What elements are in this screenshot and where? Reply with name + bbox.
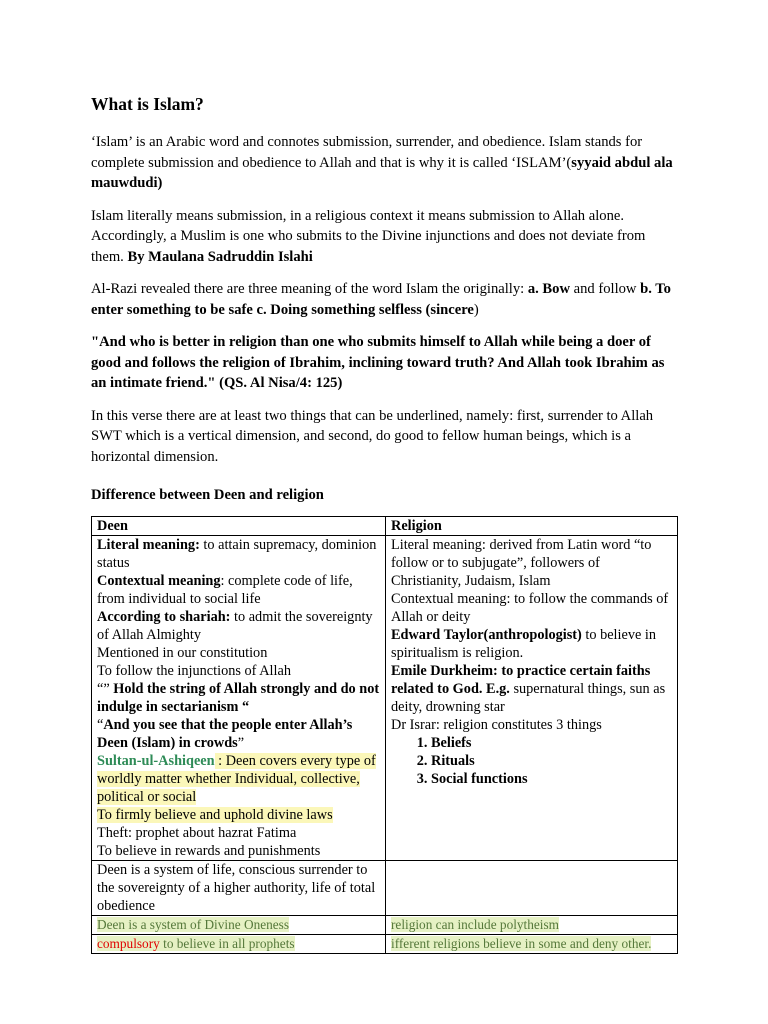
deen-literal-meaning: Literal meaning: to attain supremacy, dominion status: [97, 537, 377, 571]
paragraph-literal-meaning: Islam literally means submission, in a religious context it means submission to Allah alone. Accordingly, a Muslim is one who submits to the Divine injunctions and does not deviate from them. By Maulana Sadruddin Islahi: [91, 207, 646, 265]
religion-edward-taylor: Edward Taylor(anthropologist) to believe in spiritualism is religion.: [391, 627, 657, 661]
religion-dr-israr: Dr Israr: religion constitutes 3 things: [391, 717, 602, 733]
paragraph-al-razi: Al-Razi revealed there are three meaning of the word Islam the originally: a. Bow and follow b. To enter something to be safe c. Doing something selfless (sincere): [91, 281, 671, 318]
deen-injunctions: To follow the injunctions of Allah: [97, 663, 291, 679]
deen-shariah-meaning: According to shariah: to admit the sovereignty of Allah Almighty: [97, 609, 373, 643]
deen-rewards: To believe in rewards and punishments: [97, 843, 321, 859]
deen-definitions-cell: [92, 536, 386, 861]
table-row-definitions: [92, 536, 678, 861]
deen-theft: Theft: prophet about hazrat Fatima: [97, 825, 297, 841]
document-content: [91, 92, 681, 954]
paragraph-islam-definition: ‘Islam’ is an Arabic word and connotes submission, surrender, and obedience. Islam stands for complete submission and obedience to Allah and that is why it is called ‘ISLAM’(syyaid abdul ala mauwdudi): [91, 134, 673, 191]
header-religion: Religion: [386, 517, 678, 536]
religion-empty-cell: [386, 861, 678, 916]
deen-quote-crowds: “And you see that the people enter Allah’s Deen (Islam) in crowds”: [97, 717, 353, 751]
table-row-system-of-life: [92, 861, 678, 916]
deen-religion-table: [91, 516, 678, 954]
religion-some-prophets: ifferent religions believe in some and deny other.: [386, 935, 678, 954]
paragraph-quran-verse: "And who is better in religion than one who submits himself to Allah while being a doer of good and follows the religion of Ibrahim, inclining toward truth? And Allah took Ibrahim as an intimate friend." (QS. Al Nisa/4: 125): [91, 334, 665, 391]
table-row-oneness: [92, 916, 678, 935]
table-caption: Difference between Deen and religion: [91, 487, 324, 503]
deen-contextual-meaning: Contextual meaning: complete code of life, from individual to social life: [97, 573, 353, 607]
deen-all-prophets: compulsory to believe in all prophets: [92, 935, 386, 954]
paragraph-verse-explanation: In this verse there are at least two things that can be underlined, namely: first, surrender to Allah SWT which is a vertical dimension, and second, do good to fellow human beings, which is a horizontal dimension.: [91, 407, 654, 465]
deen-system-of-life: Deen is a system of life, conscious surrender to the sovereignty of a higher authority, life of total obedience: [92, 861, 386, 916]
header-deen: Deen: [92, 517, 386, 536]
deen-uphold-divine-laws: To firmly believe and uphold divine laws: [97, 807, 333, 823]
table-header-row: [92, 517, 678, 536]
religion-polytheism: religion can include polytheism: [386, 916, 678, 935]
deen-sultan-ul-ashiqeen: Sultan-ul-Ashiqeen : Deen covers every type of worldly matter whether Individual, collective, political or social: [97, 753, 376, 805]
religion-literal-meaning: Literal meaning: derived from Latin word “to follow or to subjugate”, followers of Christianity, Judaism, Islam: [391, 537, 652, 589]
list-item: 1. Beliefs: [431, 734, 672, 752]
religion-contextual-meaning: Contextual meaning: to follow the commands of Allah or deity: [391, 591, 669, 625]
list-item: 2. Rituals: [431, 752, 672, 770]
deen-constitution: Mentioned in our constitution: [97, 645, 268, 661]
list-item: 3. Social functions: [431, 770, 672, 788]
table-row-prophets: [92, 935, 678, 954]
deen-quote-string: “” Hold the string of Allah strongly and do not indulge in sectarianism “: [97, 681, 380, 715]
page-title: What is Islam?: [91, 94, 204, 114]
religion-definitions-cell: [386, 536, 678, 861]
deen-divine-oneness: Deen is a system of Divine Oneness: [92, 916, 386, 935]
religion-three-things-list: [391, 734, 672, 788]
religion-emile-durkheim: Emile Durkheim: to practice certain faiths related to God. E.g. supernatural things, sun as deity, drowning star: [391, 663, 666, 715]
